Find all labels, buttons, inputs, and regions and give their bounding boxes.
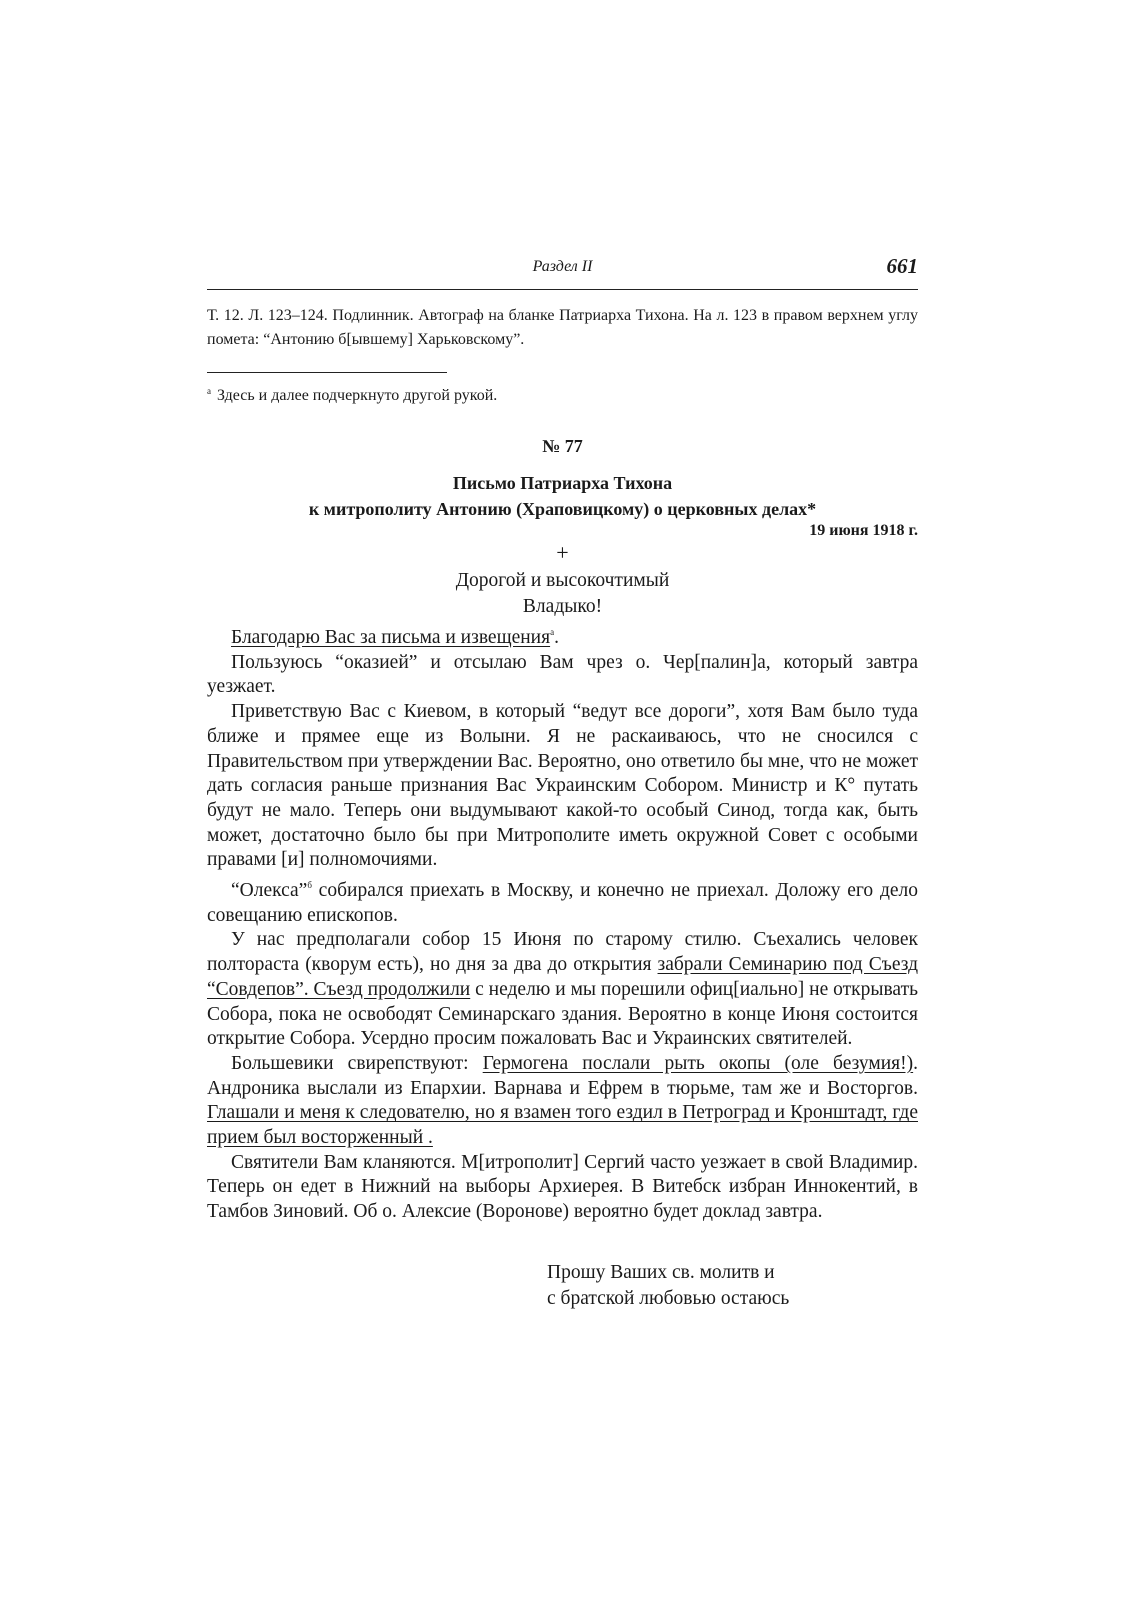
document-number: № 77 (542, 436, 583, 456)
paragraph-2: Пользуюсь “оказией” и отсылаю Вам чрез о. Чер[палин]а, который завтра уезжает. (207, 651, 918, 698)
paragraph-5: У нас предполагали собор 15 Июня по старому стилю. Съехались человек полтораста (кворум есть), но дня за два до открытия забрали Семинарию под Съезд “Совдепов”. Съезд продолжили с неделю и мы порешили офиц[иально] не открывать Собора, пока не освободят Семинарскаго здания. Вероятно в конце Июня состоится открытие Собора. Усердно просим пожаловать Вас и Украинских святителей. (207, 929, 918, 1050)
letter-body (207, 620, 918, 1225)
archive-note: Т. 12. Л. 123–124. Подлинник. Автограф на бланке Патриарха Тихона. На л. 123 в правом верхнем углу помета: “Антонию б[ывшему] Харьковскому”. (207, 307, 918, 348)
footnote-mark: а (207, 386, 211, 396)
underlined-text: забрали Семинарию под Съезд “Совдепов”. Съезд продолжили (207, 954, 918, 1000)
document-title (207, 470, 918, 522)
cross-symbol: + (556, 540, 569, 565)
footnote-ref: б (307, 880, 312, 891)
salutation (207, 568, 918, 620)
running-header (207, 254, 918, 288)
paragraph-6: Большевики свирепствуют: Гермогена послали рыть окопы (оле безумия!). Андроника выслали из Епархии. Варнава и Ефрем в тюрьме, там же и Восторгов. Глашали и меня к следователю, но я взамен того ездил в Петроград и Кронштадт, где прием был восторженный . (207, 1052, 918, 1149)
closing (547, 1260, 789, 1312)
footnote-rule (207, 372, 447, 373)
document-title-line2: к митрополиту Антонию (Храповицкому) о церковных делах* (308, 499, 817, 519)
closing-line2: с братской любовью остаюсь (547, 1288, 790, 1309)
underlined-text: Глашали и меня к следователю, но я взамен того ездил в Петроград и Кронштадт, где прием был восторженный . (207, 1102, 918, 1149)
footnote-text: Здесь и далее подчеркнуто другой рукой. (217, 387, 498, 404)
salutation-line1: Дорогой и высокочтимый (455, 570, 670, 591)
document-date: 19 июня 1918 г. (809, 522, 918, 539)
document-title-line1: Письмо Патриарха Тихона (452, 473, 673, 493)
page-number: 661 (886, 254, 918, 278)
closing-line1: Прошу Ваших св. молитв и (547, 1262, 775, 1283)
paragraph-7: Святители Вам кланяются. М[итрополит] Сергий часто уезжает в свой Владимир. Теперь он едет в Нижний на выборы Архиерея. В Витебск избран Иннокентий, в Тамбов Зиновий. Об о. Алексие (Воронове) вероятно будет доклад завтра. (207, 1151, 918, 1223)
paragraph-3: Приветствую Вас с Киевом, в который “ведут все дороги”, хотя Вам было туда ближе и прямее еще из Волыни. Я не раскаиваюсь, что не сносился с Правительством при утверждении Вас. Вероятно, оно ответило бы мне, что не может дать согласия раньше признания Вас Украинским Собором. Министр и К° путать будут не мало. Теперь они выдумывают какой-то особый Синод, тогда как, быть может, достаточно было бы при Митрополите иметь окружной Совет с особыми правами [и] полномочиями. (207, 701, 918, 871)
footnote-ref: а (550, 627, 555, 637)
paragraph-4: “Олекса”$^б$ собирался приехать в Москву, и конечно не приехал. Доложу его дело совещанию епископов. (207, 880, 918, 926)
section-label: Раздел II (532, 258, 593, 275)
header-rule (207, 289, 918, 290)
footnote (207, 380, 918, 407)
paragraph-1: Благодарю Вас за письма и извещения$^а$. (231, 627, 559, 648)
underlined-text: Гермогена послали рыть окопы (оле безумия!) (482, 1052, 914, 1074)
salutation-line2: Владыко! (522, 596, 603, 617)
underlined-text: Благодарю Вас за письма и извещения (231, 627, 551, 648)
